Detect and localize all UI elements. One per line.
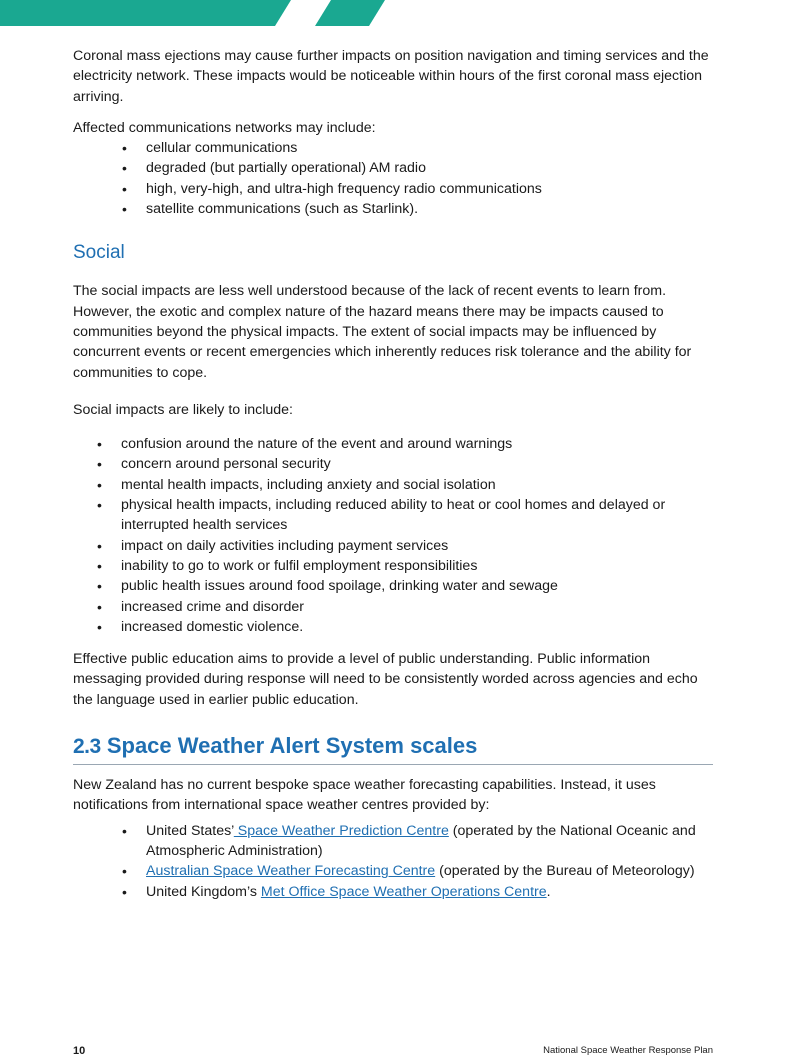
social-impacts-list [73,434,713,637]
forecasting-paragraph: New Zealand has no current bespoke space weather forecasting capabilities. Instead, it uses notifications from international space weather centres provided by: [73,777,656,814]
list-item: • cellular communications [146,138,713,158]
social-lead-text: Social impacts are likely to include: [73,401,294,418]
list-text: . [546,883,551,900]
page-footer [73,1043,713,1059]
list-item: • inability to go to work or fulfil employment responsibilities [121,556,713,576]
section-2-3-heading [73,732,713,761]
met-office-link[interactable]: Met Office Space Weather Operations Centre [260,883,547,900]
list-text: (operated by the Bureau of Meteorology) [435,863,695,880]
list-text: (operated by the National Oceanic and Atmospheric Administration) [146,822,696,859]
social-heading: Social [73,242,125,264]
section-number: 2.3 [73,735,101,759]
header-decoration [0,0,806,26]
list-item: • confusion around the nature of the event and around warnings [121,434,713,454]
list-item: • mental health impacts, including anxiety and social isolation [121,475,713,495]
page-number: 10 [73,1045,86,1057]
list-text: United States’ [146,822,234,839]
comms-lead-text: Affected communications networks may include: [73,119,376,136]
list-item: • increased crime and disorder [121,597,713,617]
list-item: • physical health impacts, including reduced ability to heat or cool homes and delayed or interrupted health services [121,495,713,536]
document-title: National Space Weather Response Plan [543,1045,713,1056]
social-paragraph: The social impacts are less well understood because of the lack of recent events to learn from. However, the exotic and complex nature of the hazard means there may be impacts caused to communities beyond the physical impacts. The extent of social impacts may be influenced by concurrent events or recent emergencies which inherently reduces risk tolerance and the ability for communities to cope. [73,283,692,381]
header-band-right [315,0,385,26]
comms-list [73,138,713,219]
swpc-link[interactable]: Space Weather Prediction Centre [233,822,449,839]
list-item-met-office [146,882,713,902]
list-item: • concern around personal security [121,454,713,474]
list-item: • public health issues around food spoilage, drinking water and sewage [121,576,713,596]
heading-rule [73,764,713,765]
public-education-paragraph: Effective public education aims to provide a level of public understanding. Public information messaging provided during response will need to be consistently worded across agencies and echo the language used in earlier public education. [73,651,698,708]
list-text: United Kingdom’s [146,883,261,900]
list-item: • increased domestic violence. [121,617,713,637]
list-item-swpc [146,821,713,862]
list-item: • impact on daily activities including payment services [121,536,713,556]
section-title: Space Weather Alert System scales [106,733,478,759]
list-item: • degraded (but partially operational) AM radio [146,158,713,178]
header-band-left [0,0,291,26]
intro-paragraph: Coronal mass ejections may cause further impacts on position navigation and timing services and the electricity network. These impacts would be noticeable within hours of the first coronal mass ejection arriving. [73,48,709,105]
centres-list [73,821,713,902]
aswfc-link[interactable]: Australian Space Weather Forecasting Centre [146,863,436,880]
list-item: • high, very-high, and ultra-high frequency radio communications [146,179,713,199]
list-item-aswfc [146,861,713,881]
list-item: • satellite communications (such as Starlink). [146,199,713,219]
page-body [73,46,713,902]
